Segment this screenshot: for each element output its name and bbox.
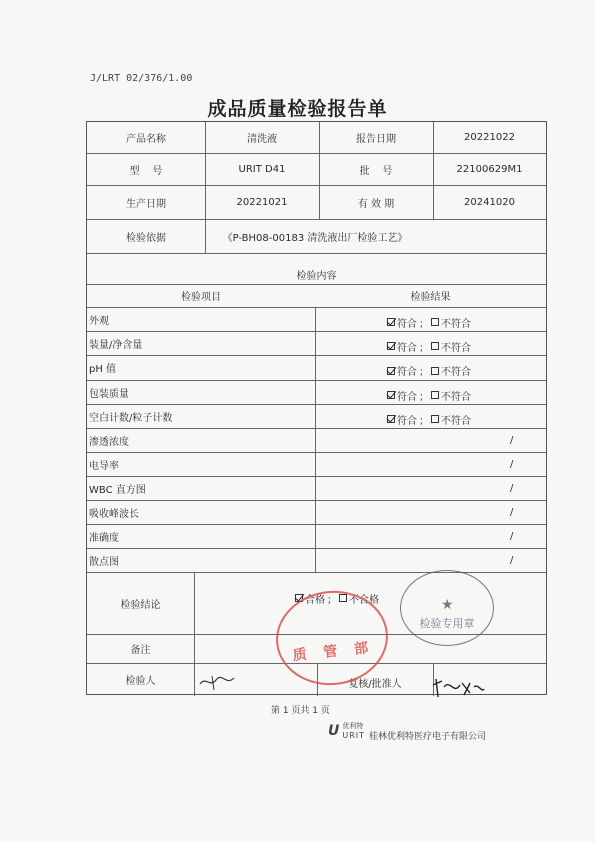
unchecked-box-icon[interactable] xyxy=(431,342,439,350)
item-header: 检验项目 xyxy=(181,292,221,303)
result-conform-row xyxy=(387,404,546,428)
item-name: 装量/净含量 xyxy=(89,339,143,351)
prod-date-value: 20221021 xyxy=(236,196,288,208)
inspector-label: 检验人 xyxy=(125,676,156,687)
basis-label: 检验依据 xyxy=(126,232,166,244)
nonconform-label: 不符合 xyxy=(441,318,471,330)
nonconform-label: 不符合 xyxy=(441,342,471,354)
nonconform-label: 不符合 xyxy=(441,367,471,378)
seal-text-red: 质 管 部 xyxy=(291,639,375,665)
batch-label: 批 号 xyxy=(359,165,393,177)
brand-en: URIT xyxy=(342,731,366,740)
prod-date-label: 生产日期 xyxy=(126,198,166,210)
report-date-label: 报告日期 xyxy=(356,134,396,145)
unchecked-box-icon[interactable] xyxy=(431,415,439,423)
batch-value: 22100629M1 xyxy=(456,163,523,175)
report-date-value: 20221022 xyxy=(464,132,515,143)
item-name: 电导率 xyxy=(89,460,119,472)
item-name: 吸收峰波长 xyxy=(89,508,139,520)
item-name: WBC 直方图 xyxy=(89,484,146,496)
content-title: 检验内容 xyxy=(296,271,337,282)
conclusion-label: 检验结论 xyxy=(120,599,161,611)
result-na: / xyxy=(510,530,514,542)
conform-label: 符合 xyxy=(397,391,417,403)
checked-box-icon[interactable] xyxy=(387,342,395,350)
result-na: / xyxy=(510,482,514,494)
inspector-signature xyxy=(198,672,238,692)
brand-cn: 优利特 xyxy=(342,722,364,730)
expiry-label: 有 效 期 xyxy=(357,198,395,210)
result-conform-row xyxy=(387,380,546,404)
result-conform-row xyxy=(387,331,546,355)
item-name: 空白计数/粒子计数 xyxy=(89,412,173,424)
expiry-value: 20241020 xyxy=(464,196,515,208)
result-na: / xyxy=(510,434,514,446)
fail-label: 不合格 xyxy=(349,594,379,606)
page-number: 第 1 页共 1 页 xyxy=(271,706,330,716)
basis-value: 《P-BH08-00183 清洗液出厂检验工艺》 xyxy=(222,232,408,244)
inspection-seal xyxy=(400,570,494,646)
product-name-label: 产品名称 xyxy=(126,134,166,145)
item-name: 外观 xyxy=(89,315,109,327)
company-logo xyxy=(328,720,486,742)
result-conform-row xyxy=(387,355,546,380)
company-name: 桂林优利特医疗电子有限公司 xyxy=(369,732,487,742)
checked-box-icon[interactable] xyxy=(387,318,395,326)
approver-label: 复核/批准人 xyxy=(348,679,402,690)
item-name: 渗透浓度 xyxy=(89,436,129,448)
separator: ； xyxy=(327,594,337,606)
result-na: / xyxy=(510,506,514,518)
urit-logo-icon: U xyxy=(328,723,340,739)
conform-label: 符合 xyxy=(397,415,417,427)
conform-label: 符合 xyxy=(397,367,417,378)
item-name: 包装质量 xyxy=(89,388,129,400)
pass-label: 合格 xyxy=(305,594,325,606)
result-na: / xyxy=(510,554,514,566)
separator: ； xyxy=(419,342,429,354)
document-code: J/LRT 02/376/1.00 xyxy=(90,73,193,84)
unchecked-box-icon[interactable] xyxy=(431,318,439,326)
separator: ； xyxy=(419,415,429,427)
item-name: pH 值 xyxy=(89,364,117,375)
result-na: / xyxy=(510,458,514,470)
checked-box-icon[interactable] xyxy=(387,391,395,399)
result-conform-row xyxy=(387,307,546,331)
item-name: 准确度 xyxy=(89,532,119,544)
nonconform-label: 不符合 xyxy=(441,415,471,427)
checked-box-icon[interactable] xyxy=(387,367,395,375)
separator: ； xyxy=(419,391,429,403)
conform-label: 符合 xyxy=(397,318,417,330)
nonconform-label: 不符合 xyxy=(441,391,471,403)
report-title: 成品质量检验报告单 xyxy=(207,98,388,120)
separator: ； xyxy=(419,367,429,378)
seal-text-blue: 检验专用章 xyxy=(419,617,475,630)
product-name-value: 清洗液 xyxy=(247,134,277,145)
star-icon: ★ xyxy=(441,597,454,613)
item-name: 散点图 xyxy=(89,556,119,568)
remarks-label: 备注 xyxy=(130,645,151,656)
approver-signature xyxy=(430,677,485,701)
model-value: URIT D41 xyxy=(238,163,286,175)
separator: ； xyxy=(419,318,429,330)
result-header: 检验结果 xyxy=(410,292,451,303)
unchecked-box-icon[interactable] xyxy=(431,367,439,375)
model-label: 型 号 xyxy=(129,165,163,177)
unchecked-box-icon[interactable] xyxy=(431,391,439,399)
checked-box-icon[interactable] xyxy=(387,415,395,423)
conform-label: 符合 xyxy=(397,342,417,354)
